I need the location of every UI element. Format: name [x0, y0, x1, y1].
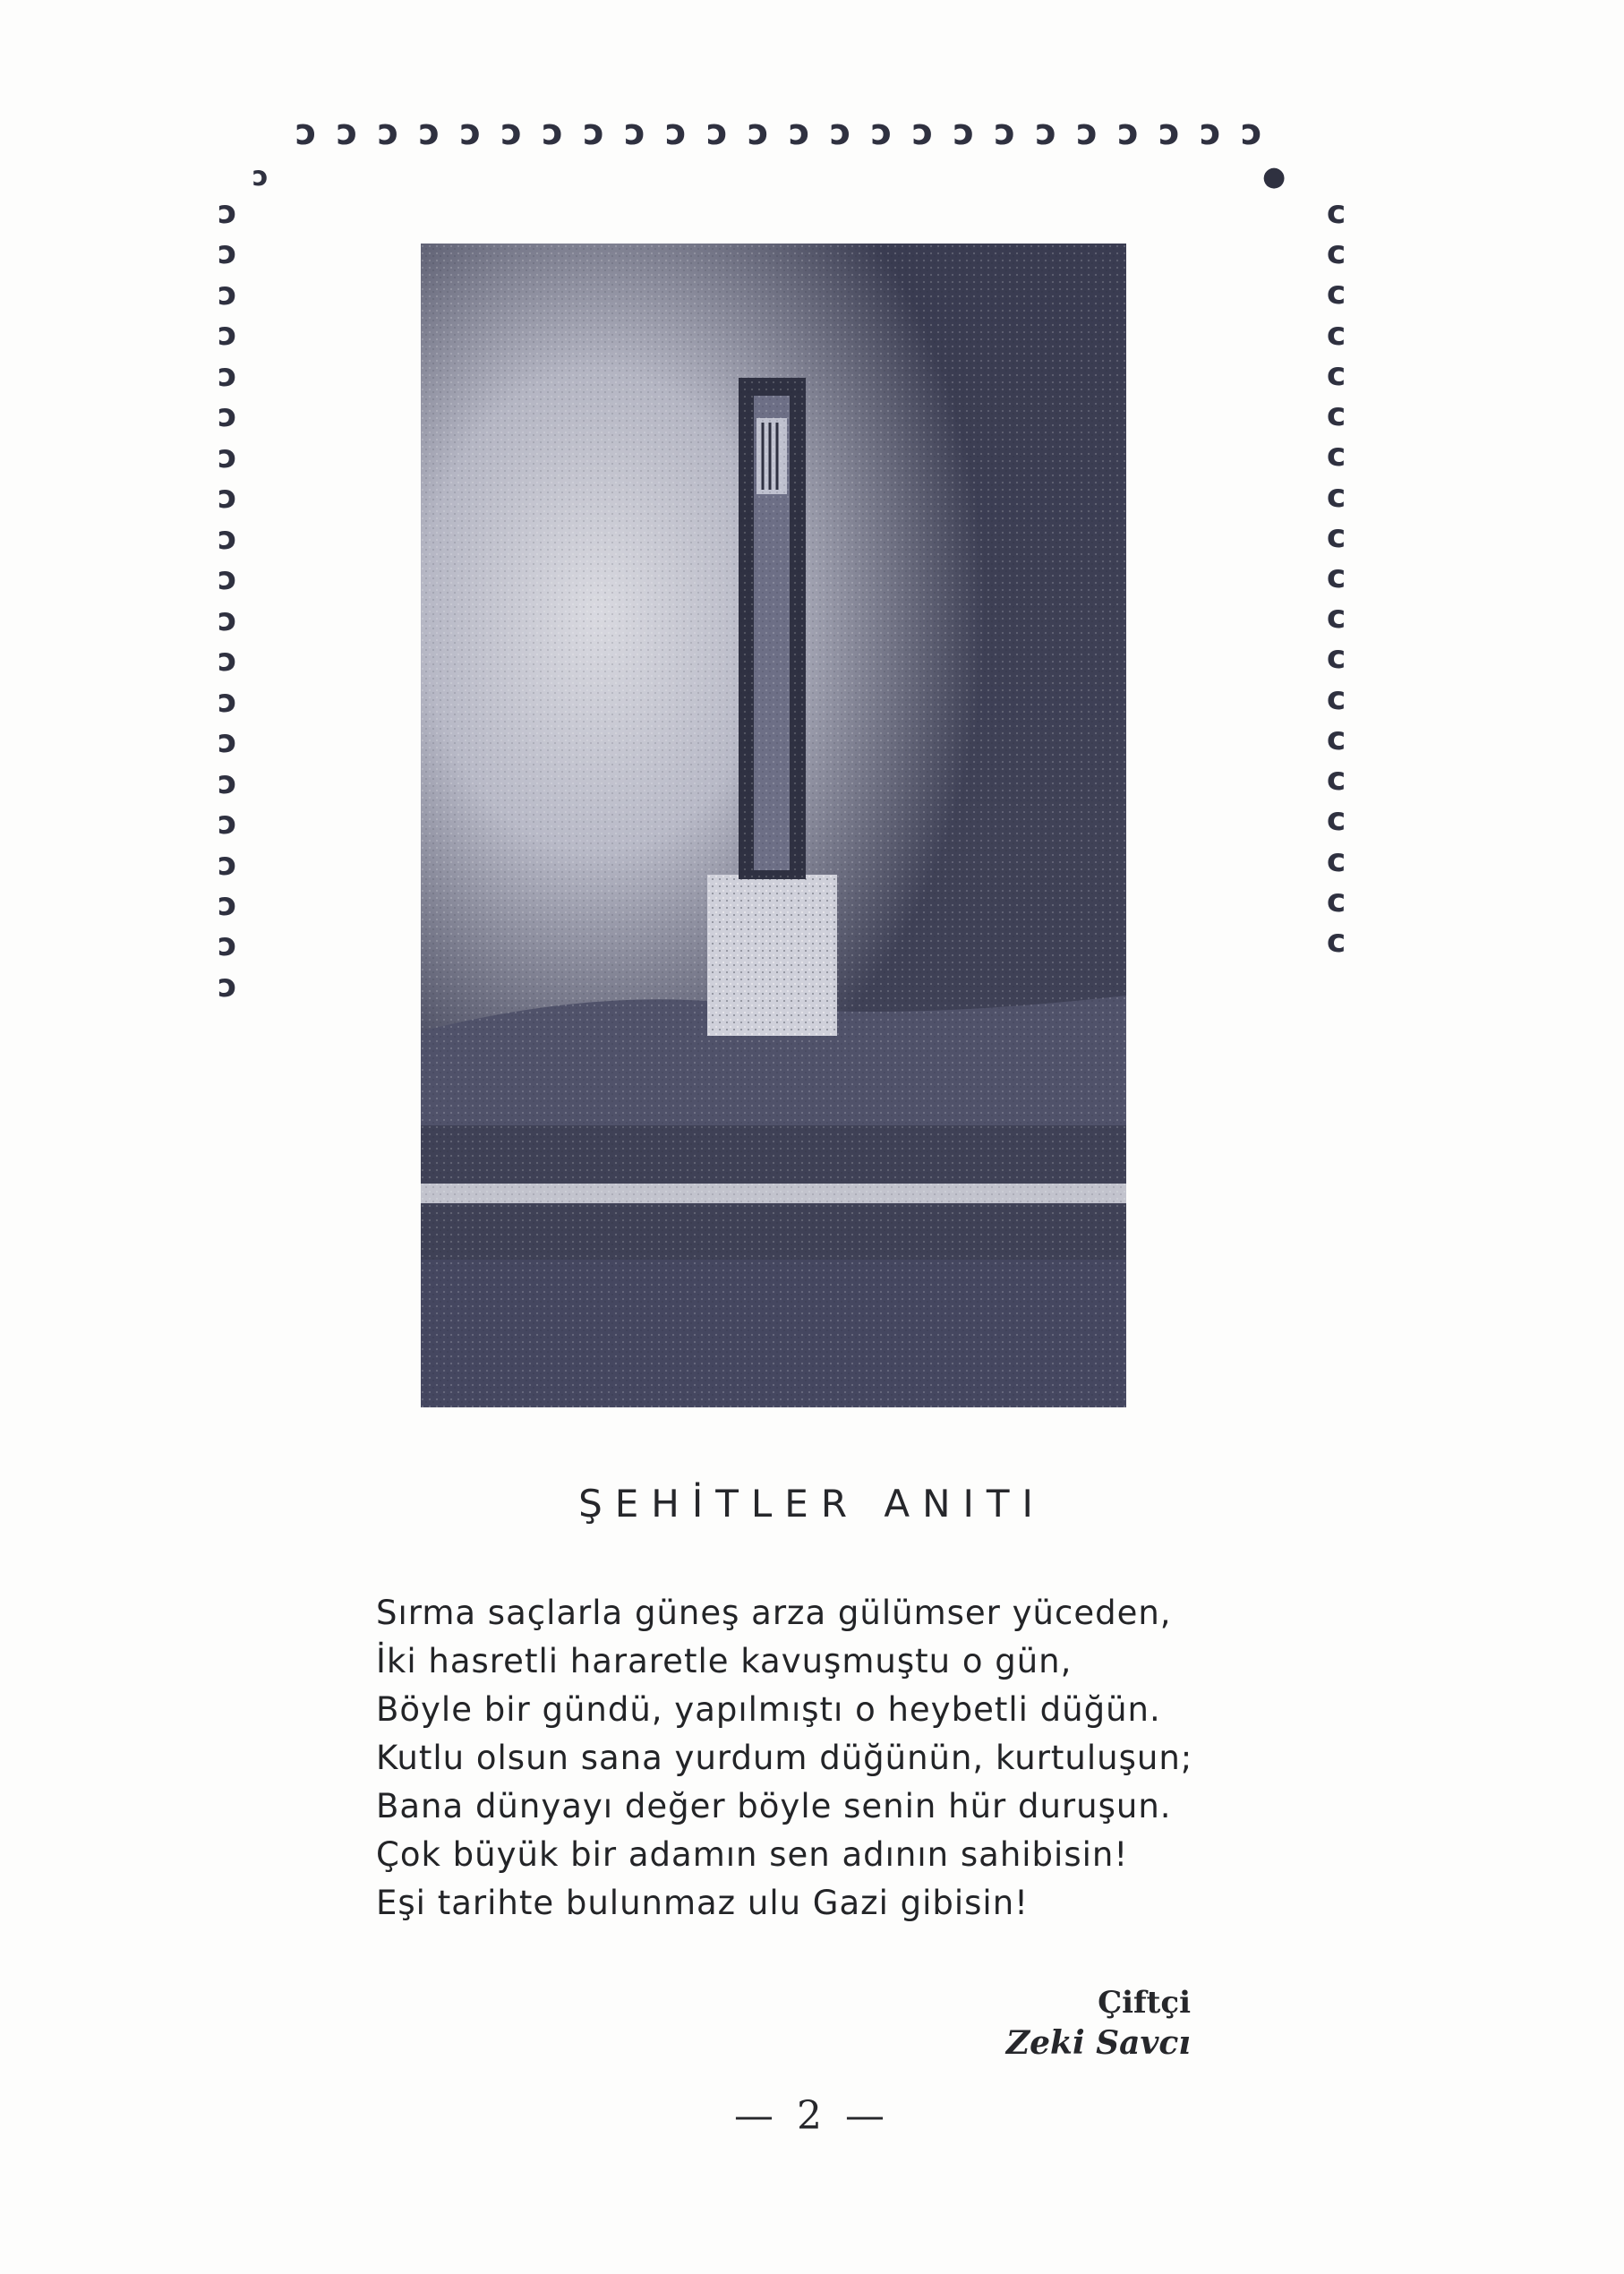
- crescent-icon: ↄ: [1326, 397, 1346, 434]
- crescent-icon: ↄ: [706, 112, 728, 153]
- crescent-icon: ↄ: [218, 356, 237, 394]
- crescent-icon: ↄ: [1326, 882, 1346, 919]
- page-title: ŞEHİTLER ANITI: [578, 1482, 1046, 1526]
- crescent-icon: ↄ: [218, 845, 237, 883]
- crescent-icon: ↄ: [583, 112, 605, 153]
- poem-line: Eşi tarihte bulunmaz ulu Gazi gibisin!: [376, 1884, 1029, 1922]
- crescent-icon: ↄ: [1326, 477, 1346, 515]
- poem-line: İki hasretli hararetle kavuşmuştu o gün,: [376, 1642, 1073, 1680]
- crescent-icon: ↄ: [994, 112, 1016, 153]
- crescent-icon: ↄ: [218, 967, 237, 1004]
- poem-line: Böyle bir gündü, yapılmıştı o heybetli düğün.: [376, 1690, 1161, 1729]
- crescent-icon: ↄ: [218, 438, 237, 475]
- crescent-icon: ↄ: [218, 805, 237, 842]
- crescent-icon: ↄ: [218, 479, 237, 517]
- author-role: Çiftçi: [1098, 1985, 1191, 2021]
- crescent-icon: ↄ: [1241, 112, 1262, 153]
- crescent-border-left: [208, 194, 247, 1004]
- crescent-icon: ↄ: [1326, 315, 1346, 353]
- crescent-icon: ↄ: [829, 112, 851, 153]
- crescent-icon: ↄ: [1117, 112, 1140, 153]
- crescent-border-top: [295, 112, 1262, 159]
- crescent-icon: ↄ: [1326, 355, 1346, 393]
- crescent-icon: ↄ: [665, 112, 688, 153]
- crescent-icon: ↄ: [1326, 801, 1346, 839]
- crescent-icon: ↄ: [218, 398, 237, 435]
- crescent-icon: ↄ: [377, 112, 399, 153]
- crescent-icon: ↄ: [1158, 112, 1181, 153]
- crescent-icon: ↄ: [911, 112, 934, 153]
- author-signature: [895, 1983, 1191, 2064]
- crescent-icon: ↄ: [1326, 680, 1346, 717]
- author-name: Zeki Savcı: [1005, 2024, 1191, 2062]
- crescent-icon: ↄ: [218, 682, 237, 720]
- crescent-icon: ↄ: [1035, 112, 1057, 153]
- crescent-border-right: [1316, 194, 1355, 960]
- crescent-icon: ↄ: [1326, 639, 1346, 677]
- crescent-icon: ↄ: [218, 194, 237, 231]
- crescent-icon: ↄ: [218, 235, 237, 272]
- crescent-icon: ↄ: [1200, 112, 1221, 153]
- crescent-icon: ↄ: [789, 112, 810, 153]
- crescent-icon: ↄ: [1326, 599, 1346, 637]
- crescent-icon: ↄ: [218, 601, 237, 638]
- crescent-icon: ↄ: [1326, 761, 1346, 799]
- poem-line: Çok büyük bir adamın sen adının sahibisin!: [376, 1835, 1129, 1874]
- crescent-icon: ↄ: [218, 927, 237, 964]
- crescent-icon: ↄ: [748, 112, 769, 153]
- crescent-icon: ↄ: [1326, 235, 1346, 272]
- crescent-icon: ↄ: [1326, 842, 1346, 879]
- crescent-icon: ↄ: [1326, 275, 1346, 312]
- crescent-icon: ↄ: [1326, 437, 1346, 474]
- crescent-icon: ↄ: [295, 112, 317, 153]
- poem-line: Sırma saçlarla güneş arza gülümser yüceden,: [376, 1594, 1172, 1632]
- crescent-icon: ↄ: [1326, 922, 1346, 960]
- crescent-icon: ↄ: [870, 112, 893, 153]
- poem-line: Bana dünyayı değer böyle senin hür duruşun.: [376, 1787, 1172, 1825]
- crescent-icon: ↄ: [218, 316, 237, 354]
- poem: [376, 1589, 1218, 1928]
- crescent-icon: ↄ: [1326, 558, 1346, 595]
- crescent-icon: ↄ: [1326, 720, 1346, 757]
- crescent-icon: ↄ: [1326, 194, 1346, 231]
- crescent-icon: ↄ: [542, 112, 564, 153]
- crescent-icon: ↄ: [218, 885, 237, 923]
- crescent-icon: ↄ: [418, 112, 440, 153]
- crescent-icon: ↄ: [624, 112, 646, 153]
- crescent-icon: ↄ: [218, 519, 237, 557]
- crescent-icon: ↄ: [459, 112, 482, 153]
- crescent-star-icon: ↄ: [252, 161, 269, 192]
- crescent-icon: ↄ: [336, 112, 358, 153]
- monument-photo: [421, 244, 1126, 1407]
- crescent-icon: ↄ: [1076, 112, 1098, 153]
- crescent-star-icon: ●: [1262, 161, 1286, 192]
- crescent-icon: ↄ: [218, 764, 237, 801]
- crescent-icon: ↄ: [218, 642, 237, 680]
- crescent-icon: ↄ: [500, 112, 523, 153]
- crescent-icon: ↄ: [218, 560, 237, 598]
- crescent-icon: ↄ: [953, 112, 975, 153]
- crescent-icon: ↄ: [218, 723, 237, 761]
- crescent-icon: ↄ: [1326, 517, 1346, 555]
- crescent-icon: ↄ: [218, 275, 237, 312]
- page-number: — 2 —: [734, 2093, 890, 2139]
- poem-line: Kutlu olsun sana yurdum düğünün, kurtuluşun;: [376, 1739, 1193, 1777]
